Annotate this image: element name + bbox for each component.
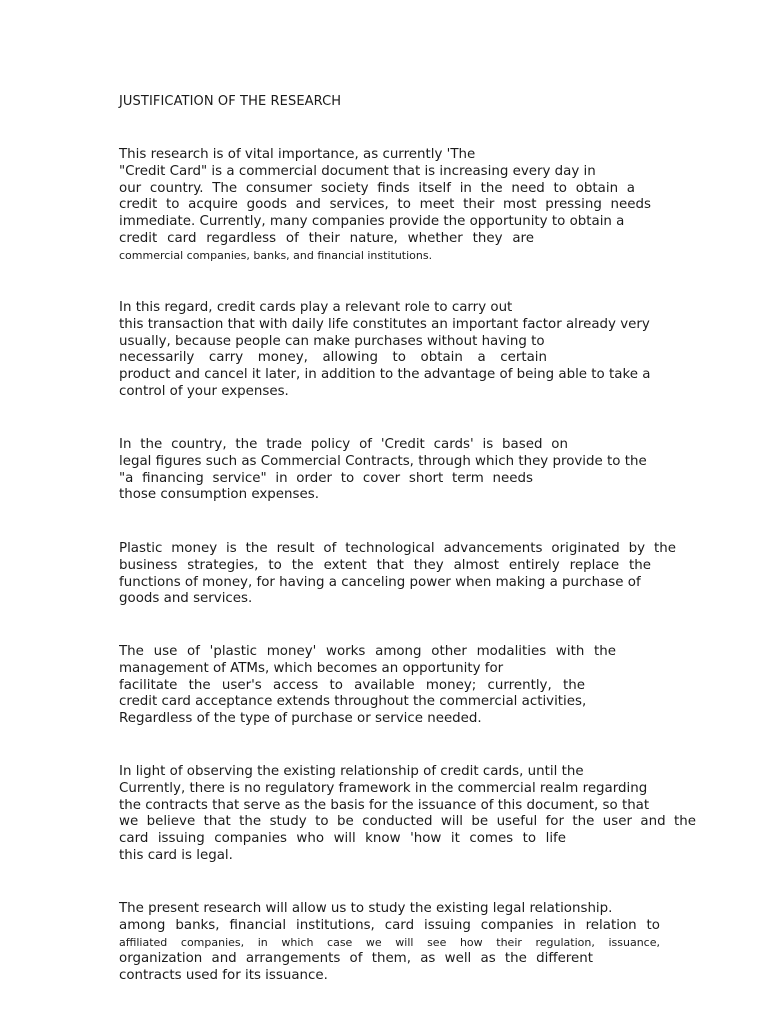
paragraph-line: our country. The consumer society finds itself in the need to obtain a <box>119 180 635 196</box>
paragraph-line: necessarily carry money, allowing to obtain a certain <box>119 350 547 366</box>
paragraph-5 <box>119 644 699 728</box>
paragraph-line: In light of observing the existing relationship of credit cards, until the <box>119 764 584 779</box>
paragraph-line: legal figures such as Commercial Contracts, through which they provide to the <box>119 453 647 469</box>
paragraph-4 <box>119 541 699 608</box>
paragraph-line: we believe that the study to be conducted will be useful for the user and the <box>119 814 696 830</box>
paragraph-line: organization and arrangements of them, as well as the different <box>119 951 593 967</box>
paragraph-line: affiliated companies, in which case we will see how their regulation, issuance, <box>119 935 660 949</box>
document-title: JUSTIFICATION OF THE RESEARCH <box>119 94 342 109</box>
paragraph-line: product and cancel it later, in addition to the advantage of being able to take a <box>119 367 651 383</box>
paragraph-line: management of ATMs, which becomes an opportunity for <box>119 660 504 676</box>
paragraph-line: credit card regardless of their nature, whether they are <box>119 230 534 246</box>
paragraph-3 <box>119 437 699 504</box>
paragraph-line: In the country, the trade policy of 'Credit cards' is based on <box>119 437 568 452</box>
paragraph-line: among banks, financial institutions, card issuing companies in relation to <box>119 917 660 933</box>
paragraph-line: functions of money, for having a canceling power when making a purchase of <box>119 574 641 590</box>
paragraph-line: this card is legal. <box>119 847 233 863</box>
paragraph-line: Currently, there is no regulatory framework in the commercial realm regarding <box>119 780 648 796</box>
paragraph-line: The present research will allow us to study the existing legal relationship. <box>119 901 613 916</box>
paragraph-line: In this regard, credit cards play a relevant role to carry out <box>119 300 513 315</box>
paragraph-line: those consumption expenses. <box>119 487 319 503</box>
paragraph-line: control of your expenses. <box>119 383 289 399</box>
paragraph-line: goods and services. <box>119 591 253 607</box>
paragraph-7 <box>119 901 699 985</box>
paragraph-line: contracts used for its issuance. <box>119 968 328 984</box>
paragraph-line: Regardless of the type of purchase or service needed. <box>119 711 482 727</box>
paragraph-line: commercial companies, banks, and financial institutions. <box>119 248 433 262</box>
paragraph-line: usually, because people can make purchases without having to <box>119 333 545 349</box>
paragraph-line: credit card acceptance extends throughout the commercial activities, <box>119 694 587 710</box>
paragraph-line: business strategies, to the extent that they almost entirely replace the <box>119 557 651 573</box>
paragraph-2 <box>119 300 699 401</box>
paragraph-line: "a financing service" in order to cover short term needs <box>119 470 533 486</box>
paragraph-6 <box>119 764 699 865</box>
paragraph-line: This research is of vital importance, as currently 'The <box>119 147 476 162</box>
paragraph-line: card issuing companies who will know 'how it comes to life <box>119 831 566 847</box>
paragraph-line: the contracts that serve as the basis for the issuance of this document, so that <box>119 797 650 813</box>
paragraph-line: immediate. Currently, many companies provide the opportunity to obtain a <box>119 214 625 230</box>
paragraph-line: Plastic money is the result of technological advancements originated by the <box>119 541 676 556</box>
paragraph-1 <box>119 147 699 265</box>
paragraph-line: credit to acquire goods and services, to meet their most pressing needs <box>119 197 651 213</box>
paragraph-line: facilitate the user's access to available money; currently, the <box>119 677 585 693</box>
paragraph-line: The use of 'plastic money' works among other modalities with the <box>119 644 616 659</box>
paragraph-line: this transaction that with daily life constitutes an important factor already very <box>119 316 650 332</box>
paragraph-line: "Credit Card" is a commercial document that is increasing every day in <box>119 163 596 179</box>
